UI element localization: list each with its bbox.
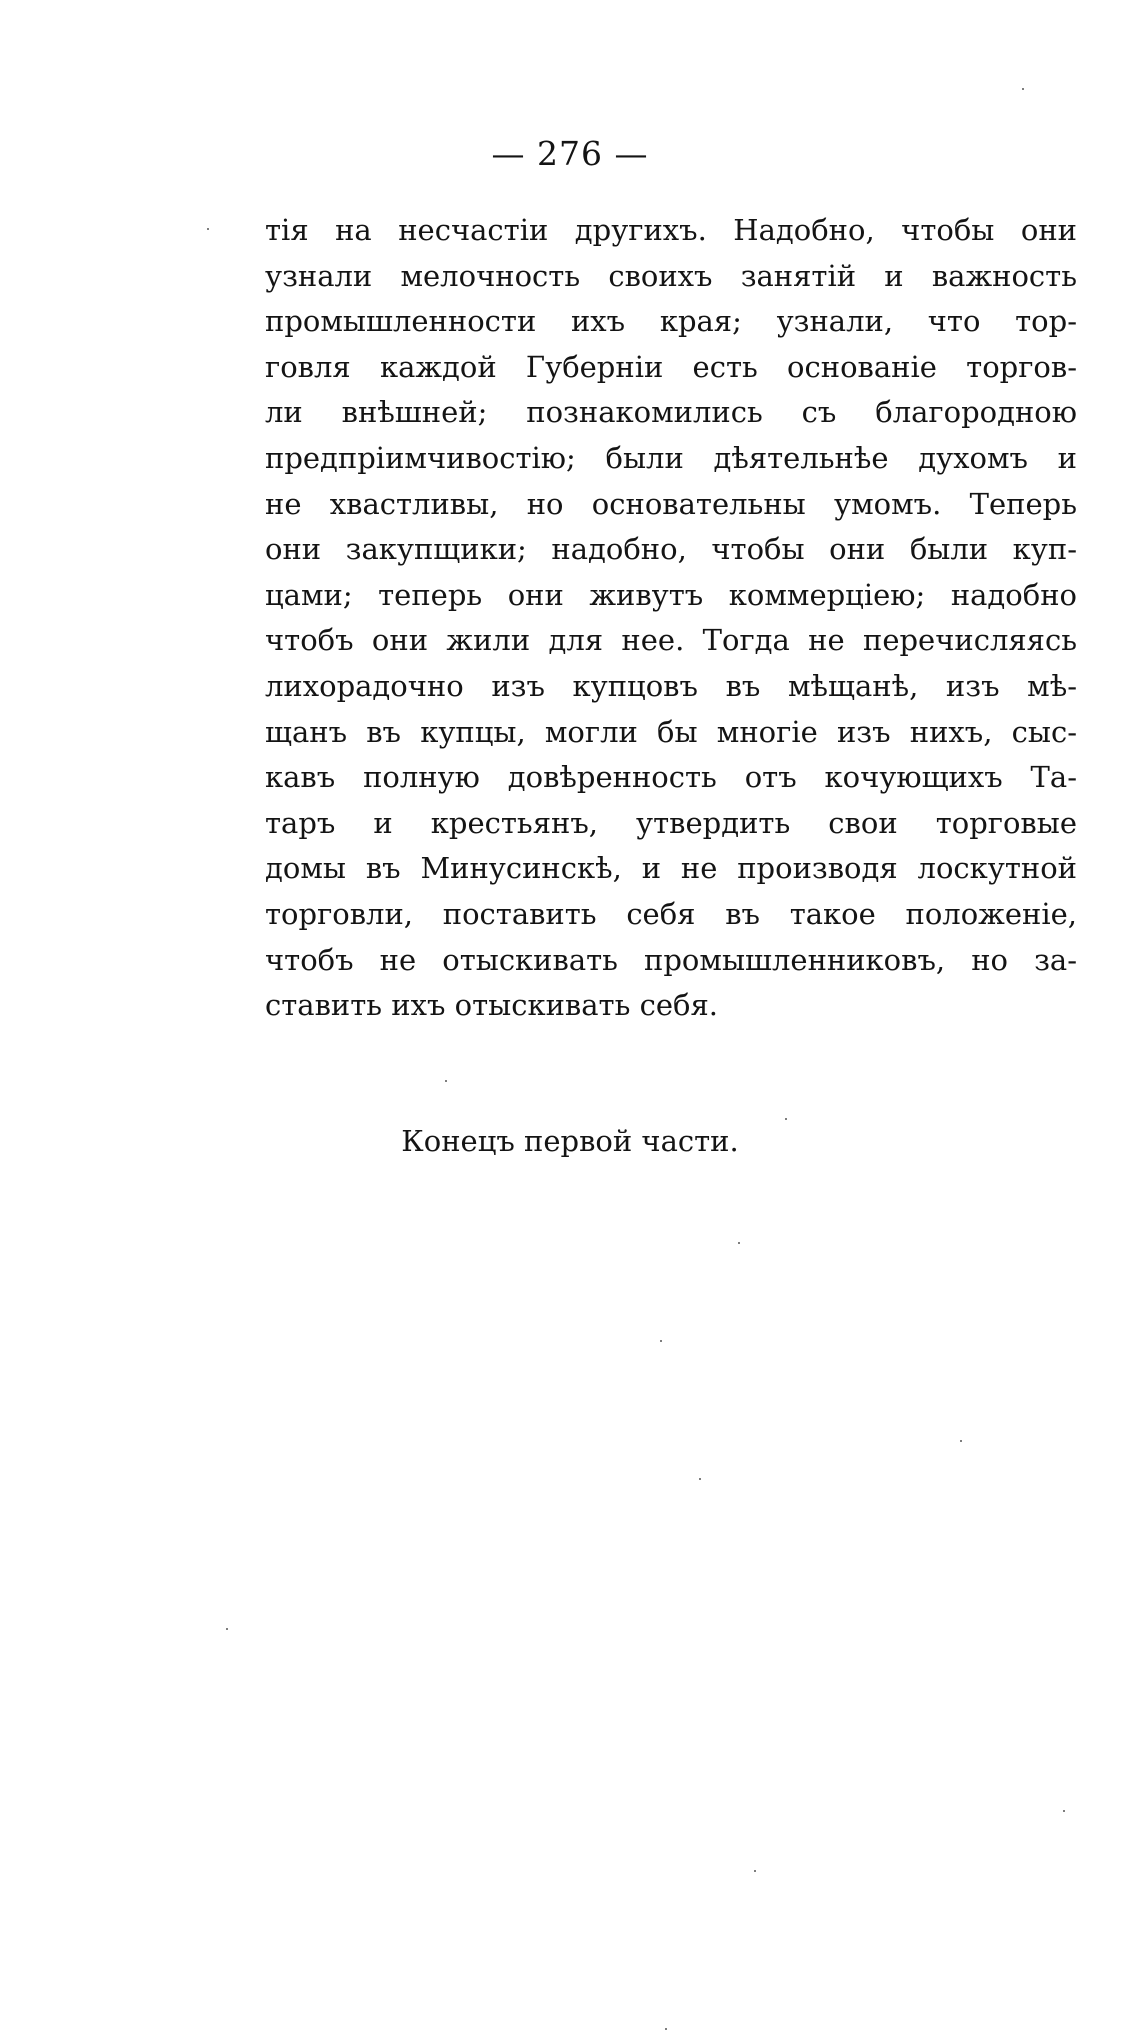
scan-speck (699, 1478, 701, 1480)
text-line: лихорадочно изъ купцовъ въ мѣщанѣ, изъ мѣ- (265, 668, 1077, 703)
text-line: торговли, поставить себя въ такое положеніе, (265, 896, 1077, 931)
text-line: тія на несчастіи другихъ. Надобно, чтобы они (265, 213, 1077, 247)
text-line: цами; теперь они живутъ коммерціею; надобно (265, 577, 1077, 612)
text-line: чтобъ не отыскивать промышленниковъ, но за- (265, 942, 1077, 977)
text-line: таръ и крестьянъ, утвердить свои торговые (265, 805, 1077, 840)
text-line: кавъ полную довѣренность отъ кочующихъ Та- (265, 760, 1077, 795)
scan-speck (207, 228, 209, 230)
scan-speck (660, 1340, 662, 1342)
scan-speck (1022, 88, 1024, 90)
text-line: говля каждой Губерніи есть основаніе торгов- (265, 349, 1077, 384)
scan-speck (445, 1080, 447, 1082)
text-line: домы въ Минусинскѣ, и не производя лоскутной (265, 851, 1077, 886)
scan-speck (785, 1118, 787, 1120)
text-line: они закупщики; надобно, чтобы они были куп- (265, 532, 1077, 567)
text-line: чтобъ они жили для нее. Тогда не перечисляясь (265, 623, 1077, 658)
scan-speck (738, 1242, 740, 1244)
end-of-part-note: Конецъ первой части. (401, 1124, 739, 1158)
scan-speck (1063, 1810, 1065, 1812)
text-line: не хвастливы, но основательны умомъ. Теперь (265, 486, 1077, 521)
text-line: предпріимчивостію; были дѣятельнѣе духомъ и (265, 440, 1077, 475)
text-line: ставить ихъ отыскивать себя. (265, 988, 718, 1023)
text-line: узнали мелочность своихъ занятій и важность (265, 258, 1077, 293)
text-line: щанъ въ купцы, могли бы многіе изъ нихъ, сыс- (265, 714, 1077, 749)
scan-speck (960, 1440, 962, 1442)
scan-speck (226, 1628, 228, 1630)
text-line: ли внѣшней; познакомились съ благородною (265, 395, 1077, 430)
page-number: — 276 — (491, 134, 649, 173)
scan-speck (754, 1870, 756, 1872)
scan-speck (665, 2028, 667, 2030)
text-line: промышленности ихъ края; узнали, что тор- (265, 304, 1077, 339)
body-text (265, 208, 1077, 1029)
